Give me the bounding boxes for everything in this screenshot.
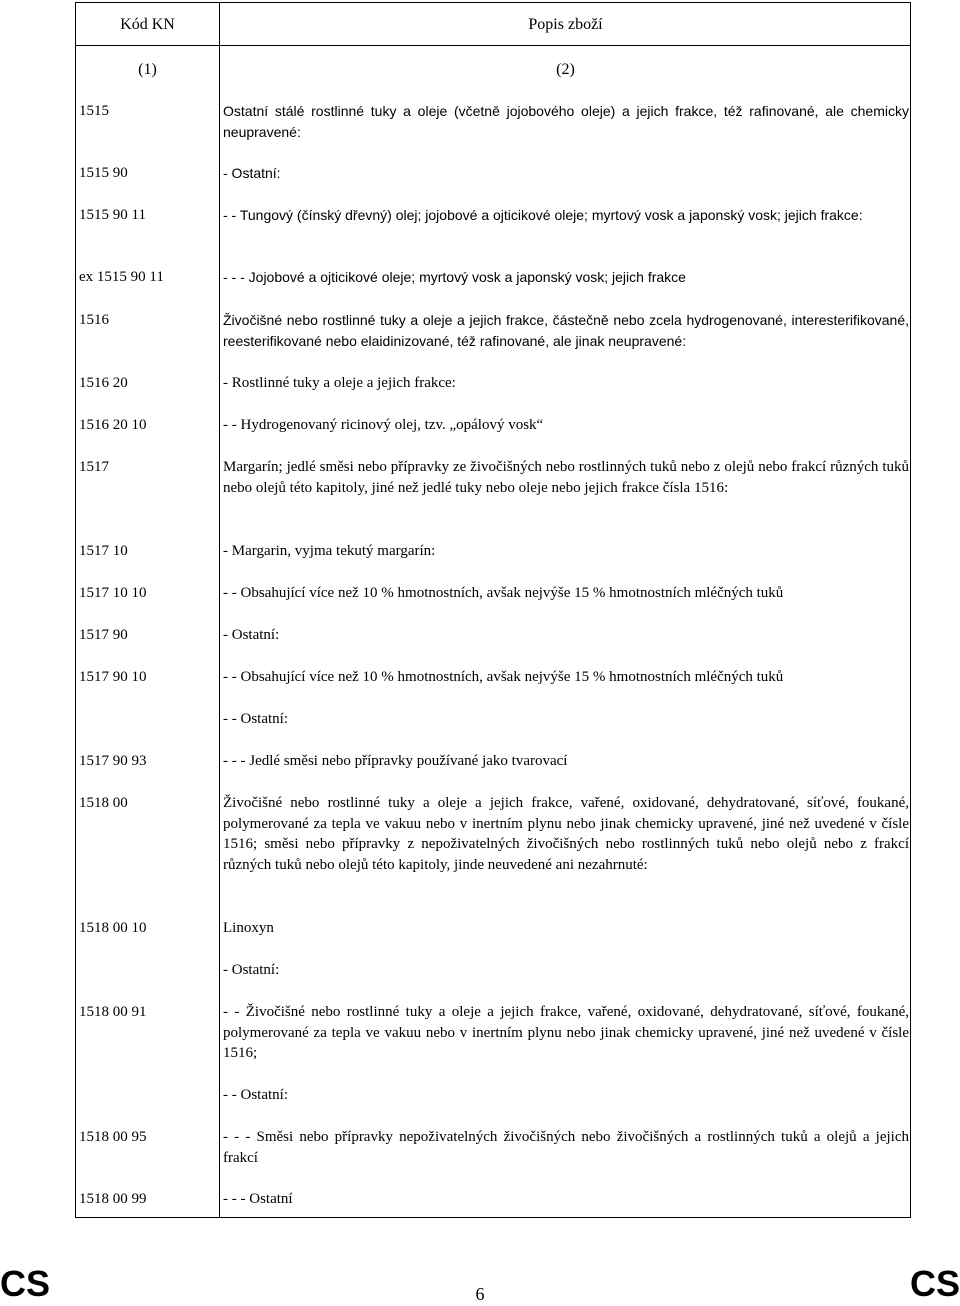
row-description: - - - Ostatní — [223, 1191, 293, 1207]
row-code: 1516 — [79, 312, 109, 328]
row-code: 1518 00 — [79, 795, 128, 811]
row-description: Margarín; jedlé směsi nebo přípravky ze živočišných nebo rostlinných tuků nebo z olejů nebo frakcí různých tuků nebo olejů této kapitoly, jiné než jedlé tuky nebo oleje nebo jejich frakce čísla 1516: — [223, 459, 909, 496]
row-code: ex 1515 90 11 — [79, 269, 164, 285]
column-number-1: (1) — [138, 61, 157, 78]
footer-language-mark-right: CS — [909, 1263, 960, 1304]
row-code: 1515 90 11 — [79, 207, 146, 223]
row-description: - - - Jojobové a ojticikové oleje; myrtový vosk a japonský vosk; jejich frakce — [223, 269, 686, 285]
row-code: 1516 20 10 — [79, 417, 147, 433]
row-code: 1517 90 93 — [79, 753, 147, 769]
column-number-2: (2) — [556, 61, 575, 78]
row-description: - - Hydrogenovaný ricinový olej, tzv. „opálový vosk“ — [223, 417, 544, 433]
goods-table — [75, 2, 911, 1218]
row-code: 1518 00 91 — [79, 1004, 147, 1020]
header-code: Kód KN — [120, 16, 175, 33]
row-description: - Ostatní: — [223, 165, 281, 181]
row-description: Živočišné nebo rostlinné tuky a oleje a jejich frakce, vařené, oxidované, dehydratované, síťové, foukané, polymerované za tepla ve vakuu nebo v inertním plynu nebo jinak chemicky upravené, jiné než uvedené v čísle 1516; směsi nebo přípravky z nepoživatelných živočišných nebo rostlinných tuků nebo olejů nebo z frakcí různých tuků nebo olejů této kapitoly, jinde neuvedené ani nezahrnuté: — [223, 795, 909, 873]
row-description: - - Tungový (čínský dřevný) olej; jojobové a ojticikové oleje; myrtový vosk a japonský vosk; jejich frakce: — [223, 207, 863, 223]
row-description: - Margarin, vyjma tekutý margarín: — [223, 543, 436, 559]
header-divider — [76, 45, 910, 46]
header-description: Popis zboží — [528, 16, 603, 33]
row-code: 1515 90 — [79, 165, 128, 181]
row-code: 1517 90 — [79, 627, 128, 643]
row-code: 1515 — [79, 103, 109, 119]
row-description: Linoxyn — [223, 920, 274, 936]
row-code: 1518 00 99 — [79, 1191, 147, 1207]
page-number: 6 — [475, 1284, 485, 1304]
row-code: 1517 10 — [79, 543, 128, 559]
row-code: 1517 90 10 — [79, 669, 147, 685]
row-description: - Ostatní: — [223, 962, 280, 978]
row-description: - - Ostatní: — [223, 1087, 288, 1103]
row-code: 1516 20 — [79, 375, 128, 391]
row-code: 1517 — [79, 459, 109, 475]
column-divider — [219, 3, 220, 1217]
row-description: - - Obsahující více než 10 % hmotnostních, avšak nejvýše 15 % hmotnostních mléčných tuků — [223, 669, 784, 685]
row-description: - Ostatní: — [223, 627, 280, 643]
row-description: Živočišné nebo rostlinné tuky a oleje a jejich frakce, částečně nebo zcela hydrogenované, interesterifikované, reesterifikované nebo elaidinizované, též rafinované, ale jinak neupravené: — [223, 312, 909, 349]
row-code: 1518 00 95 — [79, 1129, 147, 1145]
row-description: - Rostlinné tuky a oleje a jejich frakce: — [223, 375, 456, 391]
row-description: - - Obsahující více než 10 % hmotnostních, avšak nejvýše 15 % hmotnostních mléčných tuků — [223, 585, 784, 601]
row-description: - - Živočišné nebo rostlinné tuky a oleje a jejich frakce, vařené, oxidované, dehydratované, síťové, foukané, polymerované za tepla ve vakuu nebo v inertním plynu nebo jinak chemicky upravené, jiné než uvedené v čísle 1516; — [223, 1004, 909, 1061]
row-description: - - - Směsi nebo přípravky nepoživatelných živočišných nebo živočišných a rostlinných tuků a olejů a jejich frakcí — [223, 1129, 909, 1166]
footer-language-mark-left: CS — [0, 1263, 51, 1304]
row-code: 1517 10 10 — [79, 585, 147, 601]
row-code: 1518 00 10 — [79, 920, 147, 936]
row-description: - - Ostatní: — [223, 711, 288, 727]
row-description: Ostatní stálé rostlinné tuky a oleje (včetně jojobového oleje) a jejich frakce, též rafinované, ale chemicky neupravené: — [223, 103, 909, 140]
row-description: - - - Jedlé směsi nebo přípravky používané jako tvarovací — [223, 753, 568, 769]
